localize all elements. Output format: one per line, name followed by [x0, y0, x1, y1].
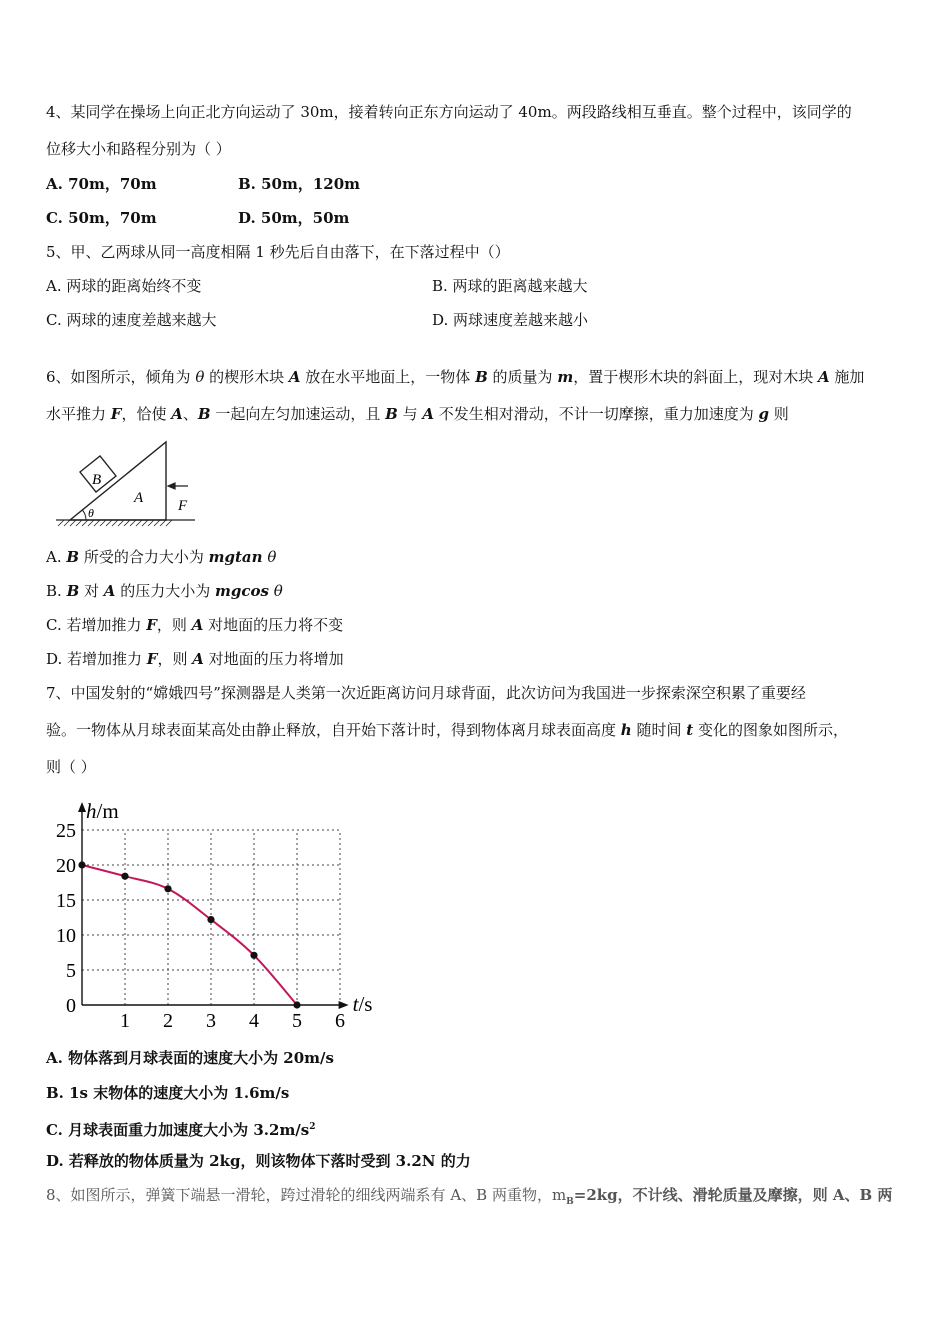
q7-option-c-text: C. 月球表面重力加速度大小为 3.2m/s [46, 1121, 310, 1139]
q7-option-d: D. 若释放的物体质量为 2kg，则该物体下落时受到 3.2N 的力 [46, 1152, 471, 1170]
label-b: B [92, 472, 102, 488]
q7-option-c-sup: 2 [309, 1122, 316, 1132]
q6-opt-text: 对地面的压力将增加 [203, 650, 344, 668]
q6-opt-text: 所受的合力大小为 [79, 548, 209, 566]
x-tick-label: 1 [120, 1010, 130, 1032]
q6-opt-text: D. 若增加推力 [46, 650, 147, 668]
q6-text: 6、如图所示，倾角为 [46, 368, 196, 386]
q6-opt-label: A. [46, 548, 67, 566]
q6-theta: θ [267, 548, 277, 566]
q6-var-a: A [288, 368, 301, 386]
q4-option-b: B. 50m，120m [238, 175, 361, 193]
q7-text: 变化的图象如图所示， [693, 721, 848, 739]
q6-var-f: F [110, 405, 122, 423]
q6-text: 放在水平地面上，一物体 [300, 368, 476, 386]
force-arrowhead [168, 483, 175, 489]
q4-option-c: C. 50m，70m [46, 209, 157, 227]
q4-stem-line1: 4、某同学在操场上向正北方向运动了 30m，接着转向正东方向运动了 40m。两段路线相互垂直。整个过程中，该同学的 [46, 103, 852, 121]
q5-option-c: C. 两球的速度差越来越大 [46, 311, 217, 329]
y-tick-label: 25 [56, 820, 76, 842]
q7-stem-line1: 7、中国发射的“嫦娥四号”探测器是人类第一次近距离访问月球背面，此次访问为我国进一步探索深空积累了重要经 [46, 684, 806, 702]
q7-option-a: A. 物体落到月球表面的速度大小为 20m/s [46, 1049, 334, 1067]
label-a: A [134, 490, 144, 506]
q6-var-a: A [191, 616, 204, 634]
data-point [78, 861, 85, 868]
x-tick-label: 3 [206, 1010, 216, 1032]
label-theta: θ [88, 506, 94, 520]
q6-option-a [46, 547, 276, 567]
data-point [121, 873, 128, 880]
q6-var-a: A [103, 582, 116, 600]
q6-text: ，恰使 [121, 405, 172, 423]
wedge-figure [50, 438, 200, 530]
q6-opt-text: 的压力大小为 [115, 582, 215, 600]
chart-axis-labels [86, 799, 372, 1016]
q4-option-a: A. 70m，70m [46, 175, 157, 193]
q5-option-b: B. 两球的距离越来越大 [432, 277, 588, 295]
q7-var-h: h [620, 721, 632, 739]
q6-stem-line2 [46, 404, 789, 424]
q8-text: =2kg，不计线、滑轮质量及摩擦，则 A、B 两 [573, 1186, 893, 1204]
q6-opt-text: 对 [79, 582, 104, 600]
q4-stem-line2: 位移大小和路程分别为（ ） [46, 140, 231, 158]
q6-theta: θ [273, 582, 283, 600]
y-tick-label: 0 [66, 995, 76, 1017]
chart-curve [82, 865, 297, 1005]
q7-var-t: t [686, 721, 694, 739]
q6-var-a: A [817, 368, 830, 386]
q7-stem-line2 [46, 720, 848, 740]
data-point [207, 916, 214, 923]
x-axis-arrowhead [339, 1001, 349, 1009]
q6-opt-text: ，则 [156, 616, 192, 634]
q6-text: 与 [397, 405, 423, 423]
q8-stem [46, 1185, 892, 1212]
q6-var-b: B [66, 548, 80, 566]
q5-stem: 5、甲、乙两球从同一高度相隔 1 秒先后自由落下，在下落过程中（） [46, 243, 510, 261]
q6-text: ，置于楔形木块的斜面上，现对木块 [573, 368, 818, 386]
q6-text: 一起向左匀加速运动，且 [210, 405, 386, 423]
q6-option-d [46, 649, 344, 669]
q6-var-a: A [422, 405, 434, 423]
height-curve [82, 865, 297, 1005]
x-tick-label: 6 [335, 1010, 345, 1032]
q7-option-c [46, 1117, 316, 1140]
q6-text: 的质量为 [487, 368, 558, 386]
q6-var-m: m [557, 368, 574, 386]
y-axis-unit: /m [96, 799, 119, 823]
q5-option-d: D. 两球速度差越来越小 [432, 311, 589, 329]
theta-arc [82, 510, 86, 520]
q6-var-a: A [171, 405, 183, 423]
q5-option-a: A. 两球的距离始终不变 [46, 277, 202, 295]
q8-sub: B [566, 1197, 574, 1207]
x-tick-label: 4 [249, 1010, 259, 1032]
q6-opt-label: B. [46, 582, 67, 600]
q6-opt-text: 对地面的压力将不变 [203, 616, 344, 634]
q6-theta: θ [195, 368, 205, 386]
chart-axes [78, 802, 349, 1009]
q6-var-b: B [66, 582, 80, 600]
q6-option-b [46, 581, 283, 601]
y-axis-label [86, 799, 119, 823]
label-f: F [178, 498, 188, 514]
q8-text: 8、如图所示，弹簧下端悬一滑轮，跨过滑轮的细线两端系有 A、B 两重物，m [46, 1186, 567, 1204]
q6-var-b: B [385, 405, 398, 423]
height-time-chart [40, 798, 380, 1038]
q6-stem-line1 [46, 367, 864, 387]
data-point [164, 885, 171, 892]
y-tick-label: 5 [66, 960, 76, 982]
q6-option-c [46, 615, 343, 635]
q7-text: 随时间 [631, 721, 687, 739]
q6-text: 不发生相对滑动，不计一切摩擦，重力加速度为 [433, 405, 759, 423]
q6-opt-text: ，则 [157, 650, 193, 668]
q7-stem-line3: 则（ ） [46, 758, 96, 776]
q6-opt-expr: mgtan [208, 548, 263, 566]
q6-text: 的楔形木块 [204, 368, 289, 386]
wedge-a [70, 442, 166, 520]
q6-text: 水平推力 [46, 405, 111, 423]
q6-var-g: g [758, 405, 770, 423]
x-axis-unit: /s [358, 992, 373, 1016]
q4-option-d: D. 50m，50m [238, 209, 350, 227]
y-tick-label: 15 [56, 890, 76, 912]
y-axis-var: h [86, 799, 97, 823]
y-tick-label: 20 [56, 855, 76, 877]
q7-option-b: B. 1s 末物体的速度大小为 1.6m/s [46, 1084, 290, 1102]
q6-opt-text: C. 若增加推力 [46, 616, 147, 634]
q7-text: 验。一物体从月球表面某高处由静止释放，自开始下落计时，得到物体离月球表面高度 [46, 721, 621, 739]
data-point [293, 1001, 300, 1008]
q6-var-f: F [146, 616, 157, 634]
x-axis-label [353, 992, 373, 1016]
x-tick-label: 5 [292, 1010, 302, 1032]
q6-text: 、 [182, 405, 198, 423]
q6-opt-expr: mgcos [214, 582, 269, 600]
ground-hatching [58, 520, 172, 526]
x-axis-var: t [352, 992, 359, 1016]
q6-var-f: F [146, 650, 158, 668]
x-tick-label: 2 [163, 1010, 173, 1032]
y-tick-label: 10 [56, 925, 76, 947]
q6-text: 则 [769, 405, 789, 423]
q6-var-b: B [197, 405, 211, 423]
chart-ticks [56, 820, 345, 1032]
q6-text: 施加 [829, 368, 865, 386]
q6-var-a: A [192, 650, 204, 668]
q6-var-b: B [475, 368, 488, 386]
y-axis-arrowhead [78, 802, 86, 812]
data-point [250, 952, 257, 959]
